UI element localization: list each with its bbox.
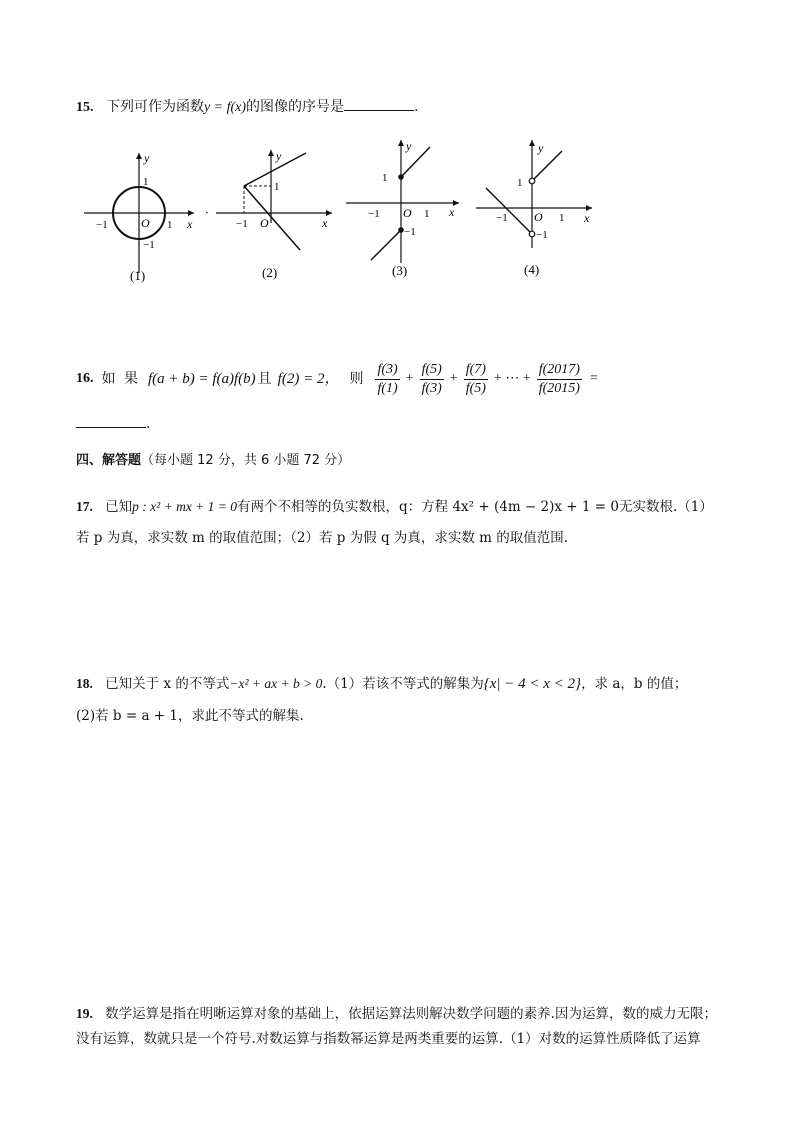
q18-text-b: .（1）若该不等式的解集为 [322, 676, 484, 692]
pos-one-label: 1 [167, 219, 173, 231]
graph-caption: (3) [392, 263, 408, 278]
q19-text-line1: 数学运算是指在明晰运算对象的基础上，依据运算法则解决数学问题的素养.因为运算，数的威力无限； [105, 1006, 717, 1022]
x-axis-label: x [187, 217, 193, 231]
q17-text-line2: 若 p 为真，求实数 m 的取值范围；（2）若 p 为假 q 为真，求实数 m 的取值范围. [76, 530, 569, 546]
q17-text-a: 已知 [105, 499, 133, 515]
question-number: 19. [76, 1006, 93, 1021]
fraction-1: $\frac{f(3)}{f(1)}$ [377, 361, 398, 396]
neg-one-label: −1 [368, 208, 380, 220]
x-axis-label: x [584, 211, 590, 225]
neg-one-label: −1 [236, 218, 248, 230]
q16-dots: + ⋯ + [493, 371, 531, 386]
graph-caption: (2) [262, 265, 278, 280]
question-number: 15. [76, 100, 94, 115]
top-one-label: 1 [274, 181, 280, 193]
graph-caption: (1) [130, 268, 146, 283]
q16-answer-line [76, 413, 150, 434]
graph-1 [84, 148, 204, 288]
q15-text-after: 的图像的序号是 [246, 99, 345, 115]
y-axis-label: y [406, 139, 412, 153]
top-one-label: 1 [517, 177, 523, 189]
graph-4 [474, 138, 599, 283]
section-title: 四、解答题 [76, 453, 142, 468]
top-one-label: 1 [143, 176, 149, 188]
q17-line-1 [76, 497, 713, 517]
origin-label: O [534, 210, 543, 224]
fraction-2: $\frac{f(5)}{f(3)}$ [421, 361, 442, 396]
q18-text-c: ，求 a，b 的值； [581, 676, 688, 692]
q17-text-c: 无实数根.（1） [618, 499, 713, 515]
q15-text: 下列可作为函数 [105, 99, 204, 115]
answer-blank[interactable] [344, 96, 414, 111]
graph-3 [344, 138, 464, 283]
neg-one-label: −1 [496, 212, 508, 224]
y-axis-label: y [144, 151, 150, 165]
q17-q-definition: q：方程 4x² + (4m − 2)x + 1 = 0 [399, 499, 619, 515]
q18-line-2 [76, 706, 304, 726]
question-number: 16. [76, 371, 94, 386]
q15-line [76, 96, 419, 118]
q15-end: . [414, 99, 419, 115]
q18-text-a: 已知关于 x 的不等式 [105, 676, 230, 692]
question-number: 17. [76, 499, 93, 514]
q18-inequality: −x² + ax + b > 0 [229, 676, 323, 691]
graph-2 [214, 148, 339, 288]
fraction-3: $\frac{f(7)}{f(5)}$ [465, 361, 486, 396]
q16-if: 如 果 [101, 371, 140, 387]
q17-line-2 [76, 528, 568, 548]
origin-label: O [260, 216, 269, 230]
section-note: （每小题 12 分，共 6 小题 72 分） [141, 453, 351, 468]
bottom-one-label: −1 [536, 229, 548, 241]
answer-blank[interactable] [76, 413, 146, 428]
q19-line-1 [76, 1004, 717, 1024]
bottom-one-label: −1 [143, 239, 155, 251]
graph-caption: (4) [524, 262, 540, 277]
q16-and: 且 [257, 371, 272, 387]
q15-function: y = f(x) [203, 100, 247, 115]
neg-one-label: −1 [96, 219, 108, 231]
q16-then: 则 [349, 371, 364, 387]
pos-one-label: 1 [559, 212, 565, 224]
q16-condition-1: f(a + b) = f(a)f(b) [147, 371, 256, 387]
origin-label: O [403, 206, 412, 220]
x-axis-label: x [449, 205, 455, 219]
q17-p-definition: p : x² + mx + 1 = 0 [132, 499, 238, 514]
q19-text-line2: 没有运算，数就只是一个符号.对数运算与指数幂运算是两类重要的运算.（1）对数的运算性质降低了运算 [76, 1031, 701, 1047]
origin-label: O [141, 216, 150, 230]
question-number: 18. [76, 676, 93, 691]
q18-line-1 [76, 674, 687, 694]
y-axis-label: y [538, 141, 544, 155]
fraction-4: $\frac{f(2017)}{f(2015)}$ [538, 361, 580, 396]
pos-one-label: 1 [424, 208, 430, 220]
section-heading [76, 451, 350, 471]
q18-solution-set: {x| − 4 < x < 2} [483, 676, 582, 692]
x-axis-label: x [322, 216, 328, 230]
top-one-label: 1 [382, 172, 388, 184]
q16-end: . [146, 416, 151, 432]
q16-condition-2: f(2) = 2， [277, 371, 340, 387]
bottom-one-label: −1 [404, 226, 416, 238]
separator-dot: · [205, 206, 209, 220]
y-axis-label: y [276, 149, 282, 163]
q16-line: 16. 如 果 f(a + b) = f(a)f(b) 且 f(2) = 2， 则 $\frac{f(3)}{f(1)}$ + $\frac{f(5)}{f(3)}$ + $\frac{f(7)}{f(5)}$ + ⋯ + $\frac{f(2017)}{f(2015)}$ = [76, 361, 598, 396]
q18-text-line2: (2)若 b = a + 1，求此不等式的解集. [76, 708, 304, 724]
q19-line-2 [76, 1029, 701, 1049]
q17-text-b: 有两个不相等的负实数根， [237, 499, 400, 515]
